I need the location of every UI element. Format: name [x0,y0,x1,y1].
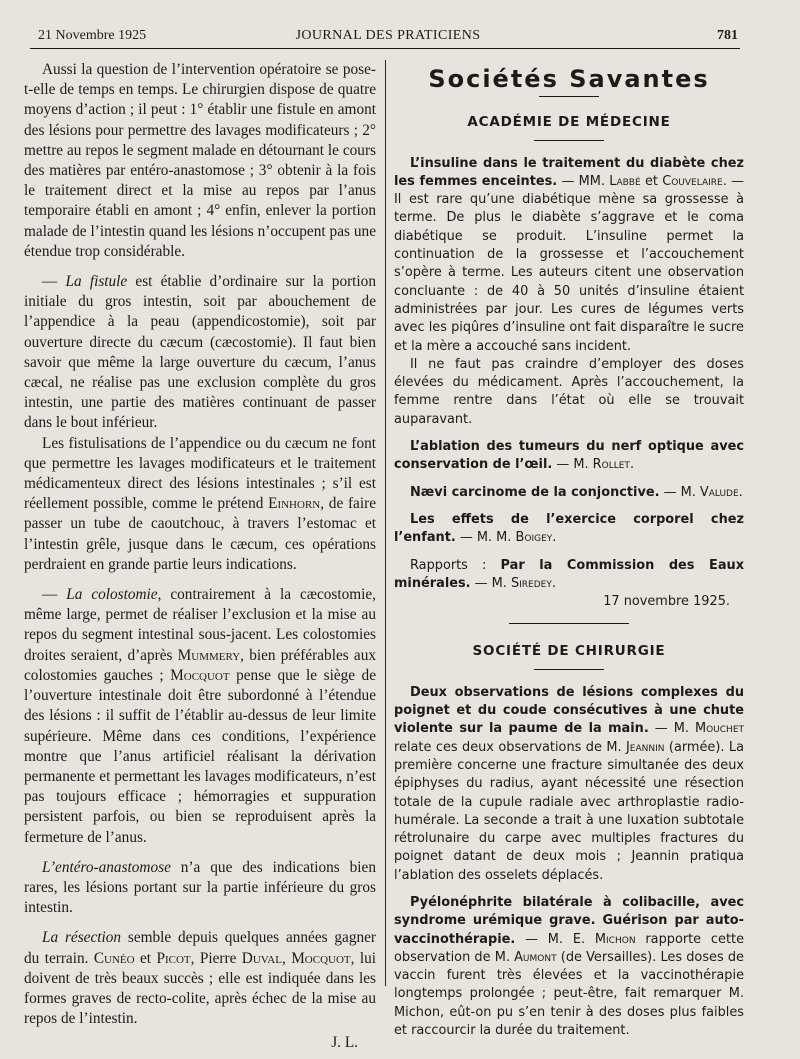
page-header [38,28,738,48]
section-main-title: Sociétés Savantes [428,65,710,93]
author-name: Einhorn [268,495,321,513]
communication-pyelonephrite: Pyélonéphrite bilatérale à colibacille, avec syndrome urémique grave. Guérison par auto-vaccinothérapie. — M. E. Michon rapporte cette observation de M. Aumont (de Versailles). Les doses de vaccin furent très élevées et la vaccinothérapie longtemps prolongée ; peut-être, fait remarquer M. Michon, eût-on pu s’en tenir à des doses plus faibles et raccourcir la durée du traitement. [394,894,744,1039]
header-rule [30,48,740,49]
communication-naevi: Nævi carcinome de la conjonctive. — M. Valude. [410,484,743,500]
communication-insuline-suite: Il ne faut pas craindre d’employer des doses élevées du médicament. Après l’accouchement, la femme rentre dans l’état où elle se trouvait auparavant. [394,356,744,427]
paragraph-fistulisations: Les fistulisations de l’appendice ou du cæcum ne font que permettre les lavages modificateurs et le traitement médicamenteux direct des lésions intestinales ; s’il est réellement possible, comme le prétend Einhorn, de faire passer un tube de caoutchouc, à travers l’estomac et l’intestin grêle, jusque dans le cæcum, ces opérations perdraient en grande partie leurs indications. [24,434,376,573]
communication-exercice: Les effets de l’exercice corporel chez l’enfant. — M. M. Boigey. [394,511,744,546]
title-rule [539,96,599,97]
communication-poignet-coude: Deux observations de lésions complexes du poignet et du coude consécutives à une chute violente sur la paume de la main. — M. Mouchet relate ces deux observations de M. Jeannin (armée). La première concerne une fracture simultanée des deux épiphyses du radius, ayant nécessité une résection totale de la cupule radiale avec arthroplastie radio-humérale. La seconde a trait à une luxation subtotale rétrolunaire du carpe avec multiples fractures du poignet datant de deux mois ; Jeannin pratiqua l’ablation des osselets déplacés. [394,684,744,883]
term-resection: La résection [42,929,122,947]
author-name: Duval [241,949,282,967]
header-date: 21 Novembre 1925 [38,28,147,43]
term-colostomie: La colostomie [66,586,158,604]
paragraph-intervention: Aussi la question de l’intervention opératoire se pose-t-elle de temps en temps. Le chirurgien dispose de quatre moyens d’action ; il peut : 1° établir une fistule en amont des lésions pour permettre des lavages modificateurs ; 2° mettre au repos le segment malade en détournant le cours des matières par entéro-anastomose ; 3° obtenir à la fois le traitement direct et la mise au repos par l’anus temporaire établi en amont ; 4° enfin, enlever la portion malade de l’intestin quand les lésions n’occupent pas une étendue trop considérable. [24,61,376,260]
term-entero-anastomose: L’entéro-anastomose [42,858,171,876]
column-divider [385,60,386,986]
paragraph-fistule: — La fistule est établie d’ordinaire sur la portion initiale du gros intestin, soit par abouchement de l’appendice à la peau (appendicostomie), soit par ouverture directe du cæcum (cæcostomie). Il faut bien savoir que même la large ouverture du cæcum, l’anus cæcal, ne réalise pas une exclusion complète du gros intestin, une partie des matières continuant de passer dans le bout inférieur. [24,273,376,432]
section-title-academie: ACADÉMIE DE MÉDECINE [467,114,671,131]
author-name: Mocquot [291,949,351,967]
author-name: Mocquot [170,666,230,684]
term-fistule: La fistule [65,273,128,291]
separator-rule [509,623,629,624]
section-rule [534,669,604,670]
article-signature: J. L. [331,1034,358,1052]
communication-nerf-optique: L’ablation des tumeurs du nerf optique avec conservation de l’œil. — M. Rollet. [394,439,744,473]
author-name: Picot [156,949,191,967]
author-name: Mummery [177,646,241,664]
paragraph-resection: La résection semble depuis quelques années gagner du terrain. Cunéo et Picot, Pierre Duval, Mocquot, lui doivent de très beaux succès ; elle est indiquée dans les formes graves de recto-colite, après échec de la mise au repos de l’intestin. [24,929,377,1028]
communication-insuline: L’insuline dans le traitement du diabète chez les femmes enceintes. — MM. Labbé et Couvelaire. — Il est rare qu’une diabétique mène sa grossesse à terme. De plus le diabète s’aggrave et le coma diabétique se produit. L’insuline permet la continuation de la grossesse et l’accouchement s’opère à terme. Les auteurs citent une observation concluante : de 40 à 50 unités d’insuline étaient administrées par jour. Les cures de légumes verts avec les piqûres d’insuline ont fait disparaître le sucre et la mère a accouché sans incident. [394,155,744,354]
author-name: Cunéo [93,949,135,967]
section-title-chirurgie: SOCIÉTÉ DE CHIRURGIE [472,643,666,660]
session-date: 17 novembre 1925. [603,594,730,610]
paragraph-colostomie: — La colostomie, contrairement à la cæcostomie, même large, permet de réaliser l’exclusion et la mise au repos du segment intestinal sous-jacent. Les colostomies droites seraient, d’après Mummery, bien préférables aux colostomies gauches ; Mocquot pense que le siège de l’ouverture intestinale doit être subordonné à l’étendue des lésions : il suffit de l’établir au-dessus de leur limite supérieure. Même dans ces conditions, l’expérience montre que l’anus artificiel réalisant la dérivation permanente et permettant les lavages modificateurs, n’est pas toujours efficace ; hémorragies et suppuration persistent parfois, ou bien se reproduisent après la fermeture de l’anus. [24,586,376,846]
left-column-article [24,60,377,1052]
paragraph-entero-anastomose: L’entéro-anastomose n’a que des indications bien rares, les lésions portant sur la partie inférieure du gros intestin. [24,858,376,917]
page-number: 781 [717,28,738,43]
communication-rapports: Rapports : Par la Commission des Eaux minérales. — M. Siredey. [394,557,745,591]
journal-title: JOURNAL DES PRATICIENS [295,28,481,43]
right-column-societes [394,60,745,1039]
section-rule [534,140,604,141]
